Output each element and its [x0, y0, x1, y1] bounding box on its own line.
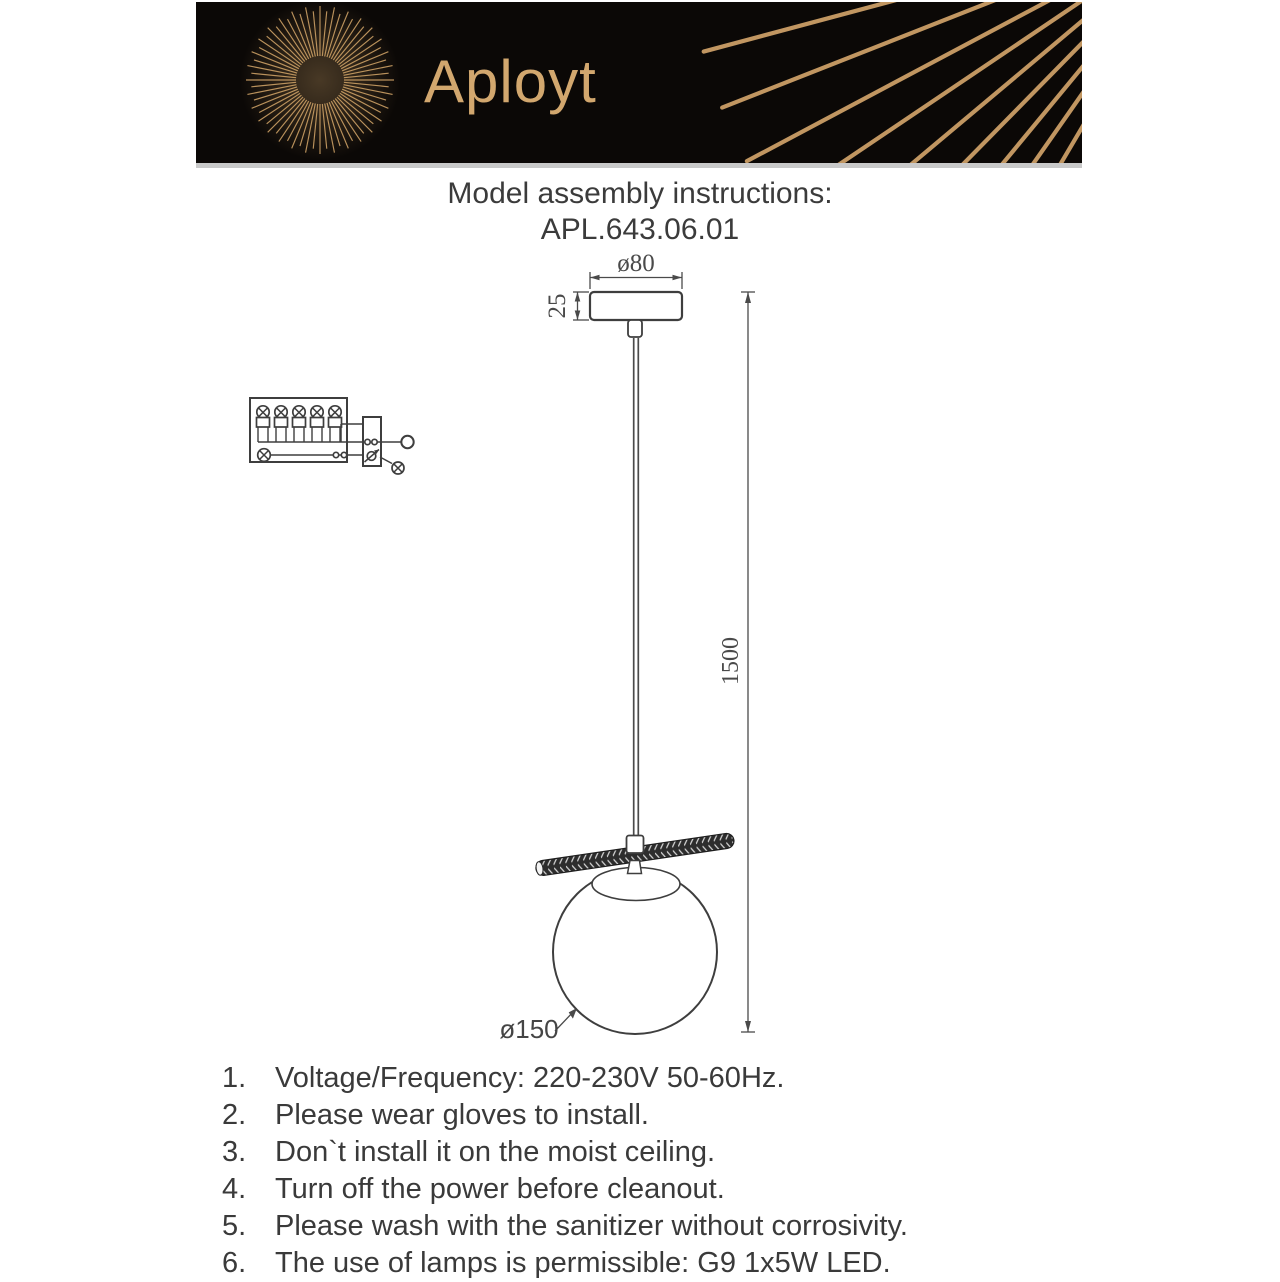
instruction-item [222, 1097, 908, 1134]
lamp-symbols-row [257, 406, 342, 442]
item-number: 5. [222, 1210, 247, 1242]
assembly-drawing [200, 248, 1080, 1048]
instruction-item [222, 1208, 908, 1245]
dim-suspension-length: 1500 [718, 637, 744, 685]
item-text: Turn off the power before cleanout. [275, 1173, 725, 1205]
instruction-item [222, 1245, 908, 1282]
brand-name: Aployt [424, 48, 597, 115]
wiring-diagram [250, 398, 414, 474]
instruction-item [222, 1171, 908, 1208]
instruction-item [222, 1060, 908, 1097]
suspension-rod [634, 338, 639, 836]
item-number: 3. [222, 1136, 247, 1168]
item-number: 4. [222, 1173, 247, 1205]
rays-decoration-icon [692, 2, 1082, 163]
item-number: 6. [222, 1247, 247, 1279]
instructions-list [222, 1060, 908, 1282]
item-text: Please wash with the sanitizer without corrosivity. [275, 1210, 908, 1242]
model-number: APL.643.06.01 [540, 213, 740, 246]
canopy-stem [628, 320, 642, 337]
item-number: 1. [222, 1062, 247, 1094]
banner-decoration [196, 2, 1082, 163]
dim-shade-diameter: ø150 [499, 1014, 559, 1044]
rod-hub [627, 836, 644, 854]
dim-canopy-diameter: ø80 [617, 250, 655, 277]
instruction-item [222, 1134, 908, 1171]
item-text: Please wear gloves to install. [275, 1099, 649, 1131]
instructions-heading: Model assembly instructions: [447, 177, 833, 210]
title-block [0, 176, 1280, 248]
ceiling-canopy [590, 292, 682, 337]
globe-collar [628, 861, 642, 874]
item-text: Voltage/Frequency: 220-230V 50-60Hz. [275, 1062, 785, 1094]
item-text: Don`t install it on the moist ceiling. [275, 1136, 716, 1168]
item-number: 2. [222, 1099, 247, 1131]
brand-banner [196, 2, 1082, 168]
item-text: The use of lamps is permissible: G9 1x5W LED. [275, 1247, 891, 1279]
dim-canopy-height: 25 [544, 293, 571, 319]
